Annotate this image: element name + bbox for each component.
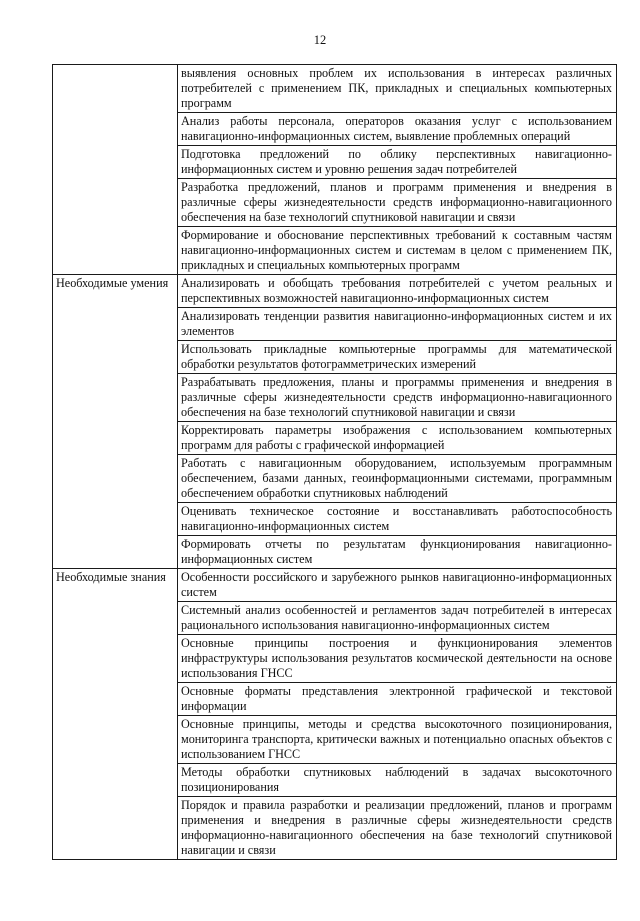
description-cell: Основные принципы, методы и средства высокоточного позиционирования, мониторинга транспорта, критически важных и потенциально опасных объектов с использованием ГНСС — [178, 716, 617, 764]
page-number: 12 — [313, 33, 327, 47]
description-cell: Разработка предложений, планов и программ применения и внедрения в различные сферы жизнедеятельности средств информационно-навигационного обеспечения на базе технологий спутниковой навигации и связи — [178, 179, 617, 227]
description-cell: Методы обработки спутниковых наблюдений в задачах высокоточного позиционирования — [178, 764, 617, 797]
description-cell: Анализ работы персонала, операторов оказания услуг с использованием навигационно-информационных систем, выявление проблемных операций — [178, 113, 617, 146]
description-cell: Подготовка предложений по облику перспективных навигационно-информационных систем и уровню решения задач потребителей — [178, 146, 617, 179]
description-cell: Основные форматы представления электронной графической и текстовой информации — [178, 683, 617, 716]
description-cell: Основные принципы построения и функционирования элементов инфраструктуры использования результатов космической деятельности на основе использования ГНСС — [178, 635, 617, 683]
description-cell: Формирование и обоснование перспективных требований к составным частям навигационно-информационных систем и системам в целом с применением ПК, прикладных и специальных компьютерных программ — [178, 227, 617, 275]
description-cell: Разрабатывать предложения, планы и программы применения и внедрения в различные сферы жизнедеятельности средств информационно-навигационного обеспечения на базе технологий спутниковой навигации и связи — [178, 374, 617, 422]
description-cell: Анализировать тенденции развития навигационно-информационных систем и их элементов — [178, 308, 617, 341]
description-cell: выявления основных проблем их использования в интересах различных потребителей с применением ПК, прикладных и специальных компьютерных программ — [178, 65, 617, 113]
category-cell: Необходимые знания — [53, 569, 178, 860]
description-cell: Системный анализ особенностей и регламентов задач потребителей в интересах рационального использования навигационно-информационных систем — [178, 602, 617, 635]
description-cell: Порядок и правила разработки и реализации предложений, планов и программ применения и внедрения в различные сферы жизнедеятельности средств информационно-навигационного обеспечения на базе технологий спутниковой навигации и связи — [178, 797, 617, 860]
description-cell: Корректировать параметры изображения с использованием компьютерных программ для работы с графической информацией — [178, 422, 617, 455]
description-cell: Оценивать техническое состояние и восстанавливать работоспособность навигационно-информационных систем — [178, 503, 617, 536]
description-cell: Особенности российского и зарубежного рынков навигационно-информационных систем — [178, 569, 617, 602]
table-row — [53, 65, 617, 113]
description-cell: Работать с навигационным оборудованием, используемым программным обеспечением, базами данных, геоинформационными системами, программным обеспечением обработки спутниковых наблюдений — [178, 455, 617, 503]
description-cell: Формировать отчеты по результатам функционирования навигационно-информационных систем — [178, 536, 617, 569]
description-cell: Анализировать и обобщать требования потребителей с учетом реальных и перспективных возможностей навигационно-информационных систем — [178, 275, 617, 308]
category-cell — [53, 65, 178, 275]
table-row — [53, 275, 617, 308]
category-cell: Необходимые умения — [53, 275, 178, 569]
description-cell: Использовать прикладные компьютерные программы для математической обработки результатов фотограмметрических измерений — [178, 341, 617, 374]
requirements-table — [52, 64, 617, 860]
table-row — [53, 569, 617, 602]
